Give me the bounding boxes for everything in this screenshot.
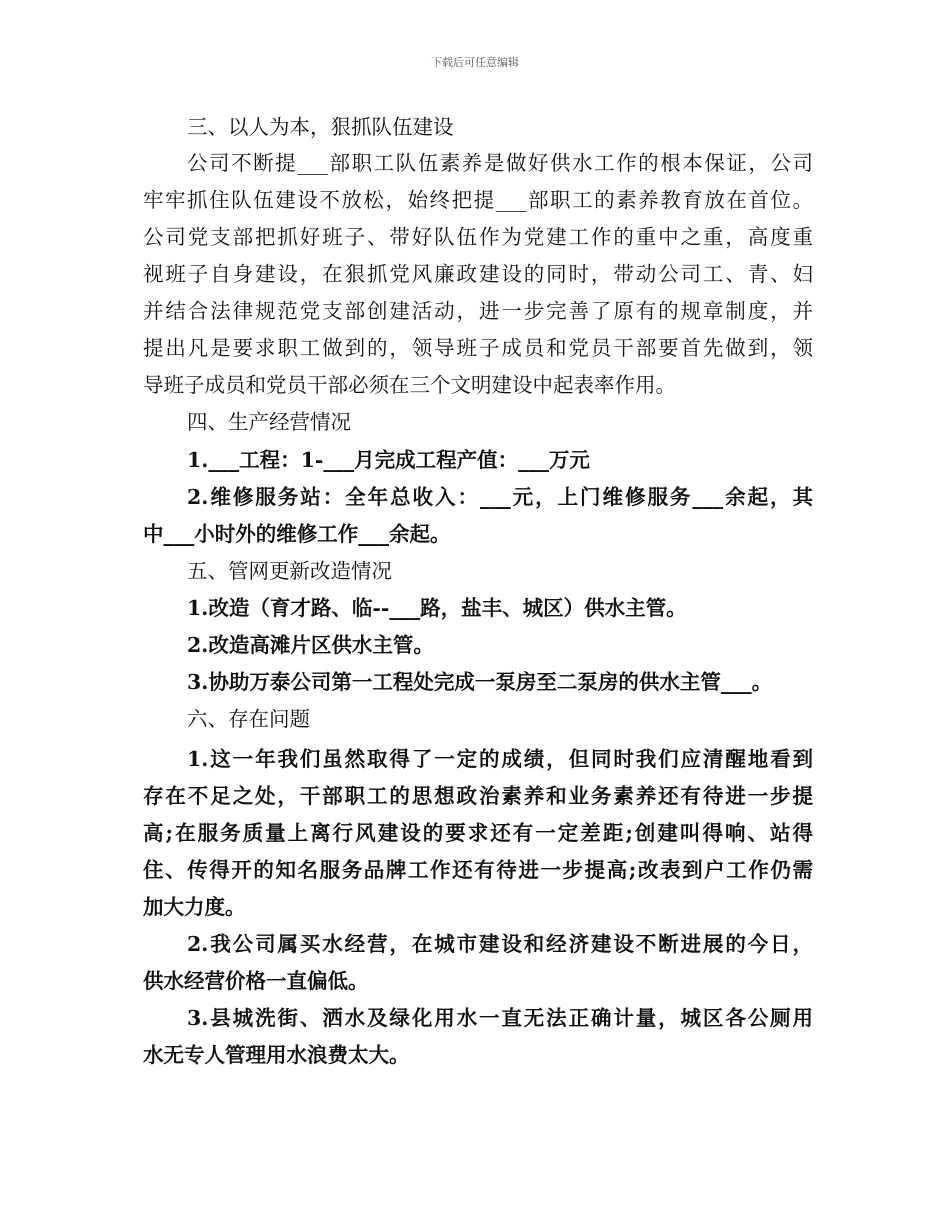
list-item: 3.县城洗街、洒水及绿化用水一直无法正确计量，城区各公厕用 — [187, 1006, 813, 1030]
list-item: 2.维修服务站：全年总收入：___元，上门维修服务___余起，其 — [187, 485, 813, 509]
paragraph-line: 公司不断提___部职工队伍素养是做好供水工作的根本保证，公司 — [187, 151, 813, 175]
list-item: 2.我公司属买水经营，在城市建设和经济建设不断进展的今日， — [187, 932, 813, 956]
paragraph-line: 公司党支部把抓好班子、带好队伍作为党建工作的重中之重，高度重 — [143, 225, 813, 249]
paragraph-line: 导班子成员和党员干部必须在三个文明建设中起表率作用。 — [143, 373, 676, 397]
list-item-continuation: 供水经营价格一直偏低。 — [143, 969, 369, 993]
list-item: 1.___工程：1-___月完成工程产值：___万元 — [187, 448, 590, 472]
list-item-continuation: 加大力度。 — [143, 895, 246, 919]
list-item-continuation: 存在不足之处，干部职工的思想政治素养和业务素养还有待进一步提 — [143, 784, 813, 808]
paragraph-line: 并结合法律规范党支部创建活动，进一步完善了原有的规章制度，并 — [143, 299, 813, 323]
paragraph-line: 牢牢抓住队伍建设不放松，始终把提___部职工的素养教育放在首位。 — [143, 188, 813, 212]
list-item: 3.协助万泰公司第一工程处完成一泵房至二泵房的供水主管___。 — [187, 670, 773, 694]
paragraph-line: 提出凡是要求职工做到的，领导班子成员和党员干部要首先做到，领 — [143, 336, 813, 360]
section-heading-3: 三、以人为本，狠抓队伍建设 — [187, 115, 454, 139]
section-heading-5: 五、管网更新改造情况 — [187, 559, 392, 583]
section-heading-4: 四、生产经营情况 — [187, 410, 351, 434]
list-item: 1.这一年我们虽然取得了一定的成绩，但同时我们应清醒地看到 — [187, 747, 813, 771]
list-item-continuation: 水无专人管理用水浪费太大。 — [143, 1043, 410, 1067]
list-item-continuation: 高;在服务质量上离行风建设的要求还有一定差距;创建叫得响、站得 — [143, 821, 813, 845]
list-item-continuation: 住、传得开的知名服务品牌工作还有待进一步提高;改表到户工作仍需 — [143, 858, 813, 882]
section-heading-6: 六、存在问题 — [187, 707, 310, 731]
paragraph-line: 视班子自身建设，在狠抓党风廉政建设的同时，带动公司工、青、妇 — [143, 262, 813, 286]
header-note: 下载后可任意编辑 — [431, 56, 519, 69]
list-item: 2.改造高滩片区供水主管。 — [187, 633, 434, 657]
list-item-continuation: 中___小时外的维修工作___余起。 — [143, 522, 451, 546]
list-item: 1.改造（育才路、临--___路，盐丰、城区）供水主管。 — [187, 596, 687, 620]
